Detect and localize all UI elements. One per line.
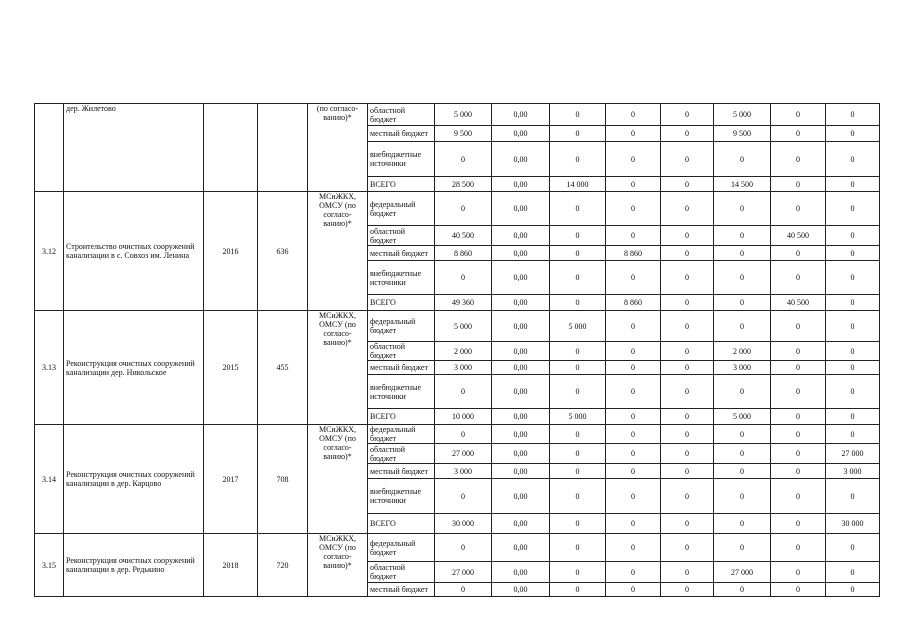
funding-source: ВСЕГО <box>368 177 435 192</box>
funding-value: 0 <box>714 425 771 444</box>
funding-value: 0 <box>714 444 771 464</box>
funding-value: 30 000 <box>826 514 880 534</box>
funding-value: 2 000 <box>435 342 492 361</box>
funding-source: местный бюджет <box>368 583 435 597</box>
funding-value: 3 000 <box>714 361 771 375</box>
funding-value: 0 <box>771 514 826 534</box>
project-capacity: 720 <box>258 534 308 597</box>
funding-value: 0,00 <box>492 246 550 261</box>
funding-value: 0 <box>661 192 714 226</box>
funding-value: 0 <box>714 514 771 534</box>
table-row <box>35 104 880 126</box>
funding-source: местный бюджет <box>368 361 435 375</box>
funding-value: 0,00 <box>492 464 550 479</box>
funding-value: 0 <box>435 479 492 514</box>
funding-value: 0 <box>771 409 826 425</box>
project-year: 2018 <box>204 534 258 597</box>
funding-value: 0 <box>826 562 880 583</box>
funding-value: 0 <box>826 261 880 295</box>
funding-value: 0 <box>771 425 826 444</box>
item-number: 3.13 <box>35 311 64 425</box>
funding-value: 0 <box>661 342 714 361</box>
funding-value: 0 <box>606 479 661 514</box>
funding-value: 8 860 <box>606 246 661 261</box>
funding-value: 5 000 <box>550 409 606 425</box>
funding-value: 5 000 <box>550 311 606 342</box>
funding-value: 27 000 <box>435 562 492 583</box>
table-row <box>35 311 880 342</box>
funding-source: внебюджетные источники <box>368 261 435 295</box>
funding-value: 0 <box>661 409 714 425</box>
funding-value: 0 <box>714 375 771 409</box>
funding-value: 0 <box>826 342 880 361</box>
funding-source: областной бюджет <box>368 444 435 464</box>
funding-value: 0 <box>661 311 714 342</box>
funding-value: 0 <box>826 409 880 425</box>
funding-value: 0 <box>771 464 826 479</box>
funding-value: 0 <box>771 261 826 295</box>
funding-value: 0 <box>661 425 714 444</box>
funding-value: 27 000 <box>826 444 880 464</box>
project-name: Реконструкция очистных сооружений канализации дер. Никольское <box>64 311 204 425</box>
funding-value: 49 360 <box>435 295 492 311</box>
project-year <box>204 104 258 192</box>
funding-value: 0 <box>550 142 606 177</box>
funding-value: 0 <box>606 409 661 425</box>
funding-value: 0 <box>661 361 714 375</box>
funding-value: 0 <box>771 375 826 409</box>
funding-value: 2 000 <box>714 342 771 361</box>
funding-value: 0 <box>771 177 826 192</box>
funding-value: 40 500 <box>771 295 826 311</box>
funding-value: 0 <box>606 583 661 597</box>
funding-source: федеральный бюджет <box>368 534 435 562</box>
funding-value: 0 <box>661 562 714 583</box>
funding-value: 0 <box>826 177 880 192</box>
funding-source: внебюджетные источники <box>368 375 435 409</box>
funding-source: местный бюджет <box>368 246 435 261</box>
funding-value: 0 <box>606 361 661 375</box>
funding-value: 0 <box>661 375 714 409</box>
funding-value: 27 000 <box>714 562 771 583</box>
funding-value: 0 <box>826 104 880 126</box>
item-number: 3.15 <box>35 534 64 597</box>
funding-value: 10 000 <box>435 409 492 425</box>
funding-value: 0 <box>435 192 492 226</box>
funding-value: 0 <box>771 361 826 375</box>
funding-value: 0 <box>771 534 826 562</box>
funding-value: 0,00 <box>492 534 550 562</box>
funding-value: 0 <box>435 583 492 597</box>
funding-value: 9 500 <box>435 126 492 142</box>
funding-value: 5 000 <box>435 311 492 342</box>
funding-source: ВСЕГО <box>368 409 435 425</box>
funding-value: 0 <box>661 104 714 126</box>
funding-value: 0 <box>550 246 606 261</box>
funding-value: 14 500 <box>714 177 771 192</box>
funding-value: 0,00 <box>492 409 550 425</box>
funding-value: 0 <box>714 534 771 562</box>
funding-value: 0 <box>826 425 880 444</box>
project-capacity: 708 <box>258 425 308 534</box>
funding-value: 0 <box>826 295 880 311</box>
funding-value: 0 <box>661 464 714 479</box>
funding-value: 0,00 <box>492 375 550 409</box>
funding-value: 0 <box>606 514 661 534</box>
funding-value: 0 <box>435 142 492 177</box>
funding-value: 0,00 <box>492 192 550 226</box>
funding-value: 0,00 <box>492 514 550 534</box>
funding-value: 0 <box>550 514 606 534</box>
funding-value: 0 <box>550 361 606 375</box>
funding-value: 0 <box>550 425 606 444</box>
funding-value: 0,00 <box>492 177 550 192</box>
table-body <box>35 104 880 597</box>
funding-value: 0 <box>550 534 606 562</box>
funding-value: 0 <box>606 104 661 126</box>
funding-value: 0 <box>661 177 714 192</box>
funding-value: 0,00 <box>492 583 550 597</box>
funding-value: 0 <box>550 562 606 583</box>
funding-value: 0,00 <box>492 361 550 375</box>
funding-value: 0 <box>826 361 880 375</box>
funding-value: 0 <box>606 142 661 177</box>
funding-value: 0 <box>771 126 826 142</box>
funding-value: 0 <box>435 425 492 444</box>
funding-value: 0 <box>771 444 826 464</box>
funding-value: 0,00 <box>492 295 550 311</box>
funding-value: 5 000 <box>714 409 771 425</box>
responsible-executor: (по согласо-ванию)* <box>308 104 368 192</box>
funding-value: 28 500 <box>435 177 492 192</box>
funding-source: областной бюджет <box>368 342 435 361</box>
funding-value: 0 <box>550 104 606 126</box>
item-number <box>35 104 64 192</box>
funding-value: 0,00 <box>492 126 550 142</box>
funding-value: 0 <box>606 342 661 361</box>
funding-value: 0 <box>550 192 606 226</box>
funding-value: 5 000 <box>714 104 771 126</box>
funding-value: 0 <box>771 104 826 126</box>
funding-source: внебюджетные источники <box>368 142 435 177</box>
funding-source: федеральный бюджет <box>368 311 435 342</box>
funding-source: местный бюджет <box>368 464 435 479</box>
funding-value: 0 <box>606 311 661 342</box>
responsible-executor: МСиЖКХ, ОМСУ (по согласо-ванию)* <box>308 534 368 597</box>
funding-value: 0 <box>826 246 880 261</box>
funding-value: 0,00 <box>492 479 550 514</box>
funding-value: 0 <box>550 295 606 311</box>
funding-value: 0 <box>435 534 492 562</box>
funding-value: 0 <box>771 192 826 226</box>
funding-value: 0 <box>550 226 606 246</box>
funding-value: 0 <box>714 226 771 246</box>
funding-value: 0 <box>606 464 661 479</box>
funding-value: 3 000 <box>435 361 492 375</box>
funding-value: 0 <box>714 142 771 177</box>
funding-value: 0 <box>606 261 661 295</box>
funding-value: 0 <box>661 126 714 142</box>
project-name: Реконструкция очистных сооружений канализации в дер. Карцово <box>64 425 204 534</box>
responsible-executor: МСиЖКХ, ОМСУ (по согласо-ванию)* <box>308 192 368 311</box>
funding-value: 0 <box>606 562 661 583</box>
funding-value: 0 <box>550 126 606 142</box>
funding-value: 0 <box>714 464 771 479</box>
funding-value: 0 <box>771 562 826 583</box>
funding-source: внебюджетные источники <box>368 479 435 514</box>
funding-value: 5 000 <box>435 104 492 126</box>
funding-value: 0 <box>435 261 492 295</box>
funding-value: 0 <box>771 342 826 361</box>
funding-value: 0 <box>771 583 826 597</box>
funding-value: 0 <box>606 425 661 444</box>
funding-value: 0 <box>661 534 714 562</box>
funding-value: 0 <box>826 142 880 177</box>
funding-value: 0 <box>550 583 606 597</box>
funding-value: 0 <box>661 246 714 261</box>
project-capacity <box>258 104 308 192</box>
responsible-executor: МСиЖКХ, ОМСУ (по согласо-ванию)* <box>308 425 368 534</box>
funding-value: 0 <box>714 192 771 226</box>
funding-value: 0 <box>826 126 880 142</box>
funding-value: 0,00 <box>492 311 550 342</box>
funding-value: 0 <box>606 226 661 246</box>
funding-source: федеральный бюджет <box>368 192 435 226</box>
funding-value: 0 <box>550 444 606 464</box>
project-year: 2015 <box>204 311 258 425</box>
funding-source: областной бюджет <box>368 562 435 583</box>
funding-value: 27 000 <box>435 444 492 464</box>
funding-source: ВСЕГО <box>368 295 435 311</box>
project-name: Реконструкция очистных сооружений канализации в дер. Редькино <box>64 534 204 597</box>
funding-source: областной бюджет <box>368 226 435 246</box>
funding-value: 0 <box>606 534 661 562</box>
funding-source: федеральный бюджет <box>368 425 435 444</box>
funding-value: 0 <box>661 261 714 295</box>
project-name: Строительство очистных сооружений канализации в с. Совхоз им. Ленина <box>64 192 204 311</box>
table-row <box>35 192 880 226</box>
funding-value: 3 000 <box>826 464 880 479</box>
responsible-executor: МСиЖКХ, ОМСУ (по согласо-ванию)* <box>308 311 368 425</box>
funding-value: 0 <box>661 142 714 177</box>
funding-value: 0 <box>661 295 714 311</box>
funding-value: 0 <box>661 226 714 246</box>
funding-value: 40 500 <box>435 226 492 246</box>
project-capacity: 455 <box>258 311 308 425</box>
funding-value: 0 <box>771 311 826 342</box>
funding-value: 3 000 <box>435 464 492 479</box>
funding-value: 0 <box>550 261 606 295</box>
funding-value: 0 <box>606 444 661 464</box>
table-row <box>35 425 880 444</box>
funding-value: 0 <box>826 192 880 226</box>
funding-value: 0 <box>714 479 771 514</box>
funding-value: 0,00 <box>492 562 550 583</box>
funding-value: 0,00 <box>492 261 550 295</box>
funding-value: 0 <box>606 192 661 226</box>
funding-value: 0 <box>606 375 661 409</box>
project-name: дер. Жилетово <box>64 104 204 192</box>
financing-table <box>34 103 880 597</box>
funding-value: 0 <box>550 342 606 361</box>
project-year: 2016 <box>204 192 258 311</box>
funding-value: 0 <box>826 311 880 342</box>
table-row <box>35 534 880 562</box>
item-number: 3.14 <box>35 425 64 534</box>
funding-value: 0 <box>714 583 771 597</box>
funding-value: 0,00 <box>492 342 550 361</box>
funding-value: 0 <box>826 375 880 409</box>
funding-value: 0 <box>714 261 771 295</box>
item-number: 3.12 <box>35 192 64 311</box>
funding-value: 0 <box>771 142 826 177</box>
funding-value: 30 000 <box>435 514 492 534</box>
funding-value: 0 <box>714 295 771 311</box>
funding-value: 0 <box>661 479 714 514</box>
funding-value: 0 <box>826 226 880 246</box>
funding-source: ВСЕГО <box>368 514 435 534</box>
funding-value: 9 500 <box>714 126 771 142</box>
funding-value: 0 <box>661 514 714 534</box>
funding-value: 0 <box>771 246 826 261</box>
funding-value: 8 860 <box>435 246 492 261</box>
funding-value: 0,00 <box>492 226 550 246</box>
funding-value: 0 <box>435 375 492 409</box>
funding-value: 0 <box>714 246 771 261</box>
funding-value: 0 <box>661 444 714 464</box>
funding-value: 0 <box>606 126 661 142</box>
funding-value: 8 860 <box>606 295 661 311</box>
funding-source: областной бюджет <box>368 104 435 126</box>
project-capacity: 636 <box>258 192 308 311</box>
funding-value: 0 <box>826 583 880 597</box>
funding-value: 0 <box>550 464 606 479</box>
project-year: 2017 <box>204 425 258 534</box>
funding-value: 0 <box>550 375 606 409</box>
funding-source: местный бюджет <box>368 126 435 142</box>
funding-value: 0,00 <box>492 142 550 177</box>
funding-value: 0 <box>606 177 661 192</box>
funding-value: 0,00 <box>492 104 550 126</box>
funding-value: 0,00 <box>492 425 550 444</box>
funding-value: 0 <box>550 479 606 514</box>
funding-value: 0 <box>714 311 771 342</box>
funding-value: 0 <box>826 534 880 562</box>
funding-value: 40 500 <box>771 226 826 246</box>
funding-value: 0 <box>771 479 826 514</box>
funding-value: 0,00 <box>492 444 550 464</box>
funding-value: 0 <box>826 479 880 514</box>
funding-value: 0 <box>661 583 714 597</box>
funding-value: 14 000 <box>550 177 606 192</box>
